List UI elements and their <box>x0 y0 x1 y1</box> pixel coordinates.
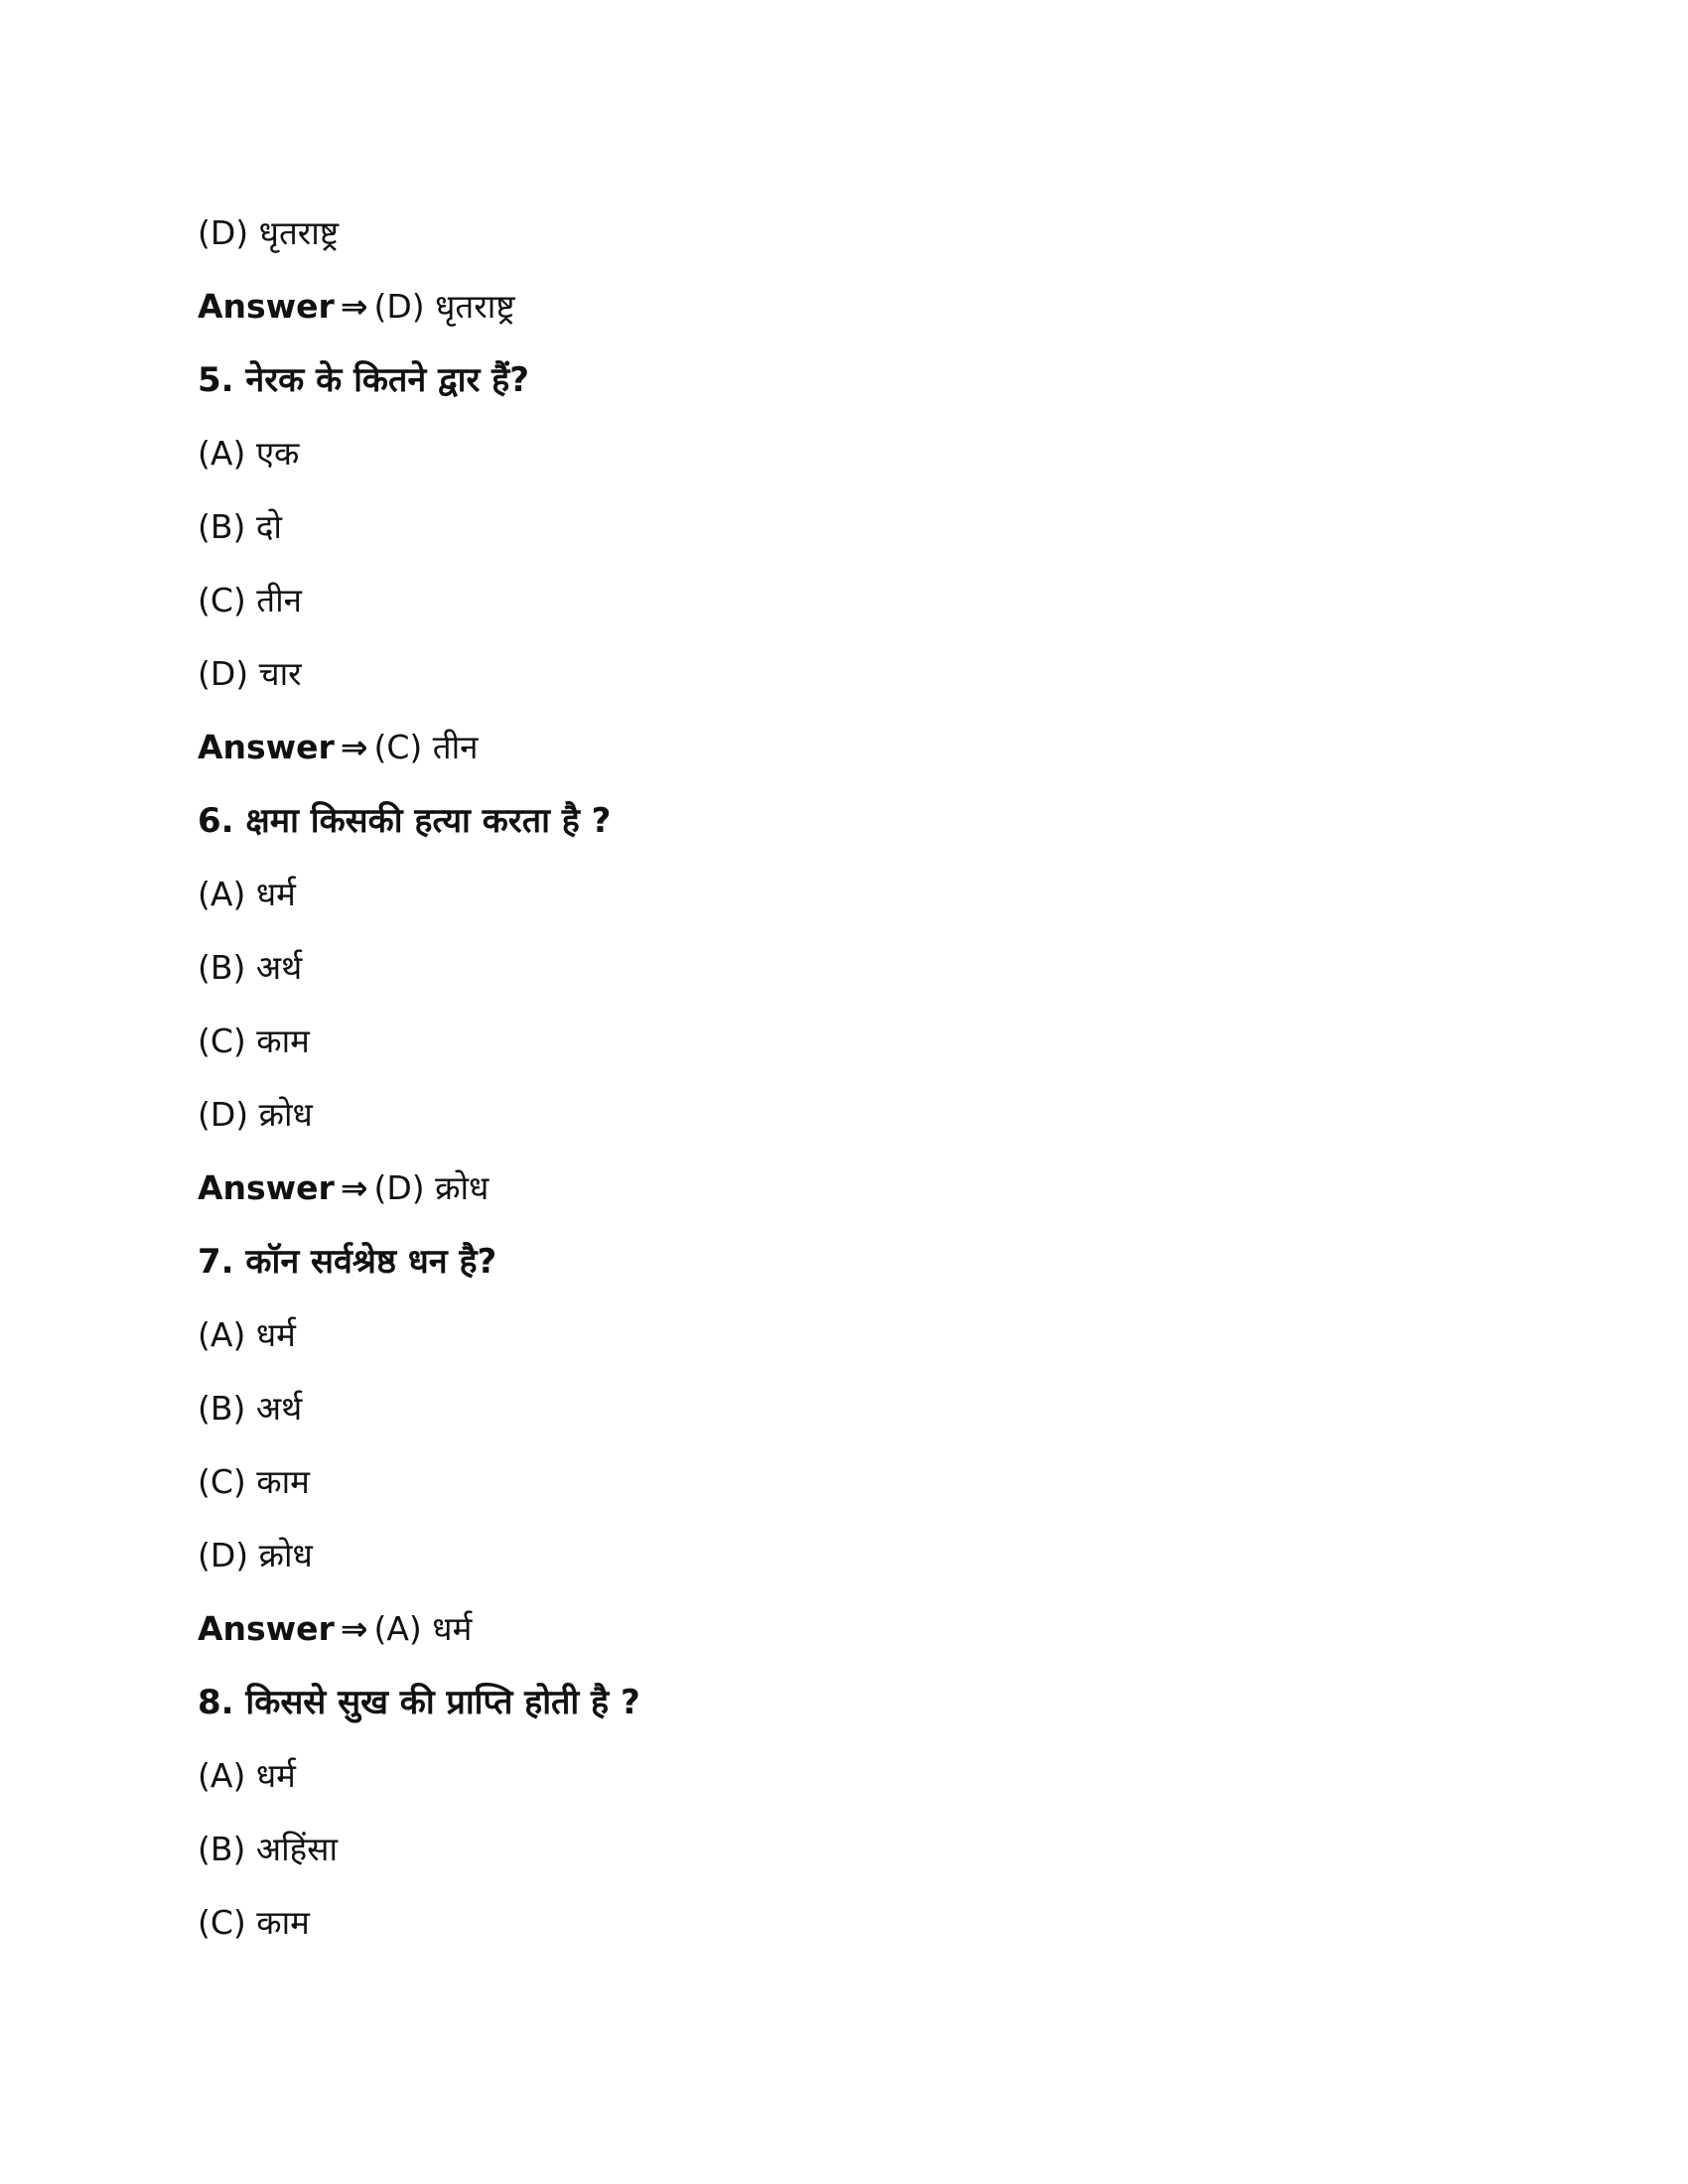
question-6 <box>198 784 1488 858</box>
q7-option-a <box>198 1298 1488 1372</box>
arrow-icon: ⇒ <box>340 1168 368 1207</box>
answer-value: (D) धृतराष्ट्र <box>373 287 515 326</box>
q5-option-d <box>198 637 1488 711</box>
answer-line-q6 <box>198 1152 1488 1225</box>
question-text: 6. क्षमा किसकी हत्या करता है ? <box>198 801 612 841</box>
question-8 <box>198 1666 1488 1739</box>
option-text: (C) तीन <box>198 581 302 619</box>
q5-option-a <box>198 417 1488 490</box>
answer-line-q7 <box>198 1592 1488 1666</box>
arrow-icon: ⇒ <box>340 287 368 326</box>
quiz-content <box>198 197 1488 1960</box>
answer-label: Answer <box>198 1609 335 1648</box>
answer-label: Answer <box>198 1168 335 1207</box>
q6-option-d <box>198 1078 1488 1152</box>
option-text: (B) दो <box>198 507 282 546</box>
answer-line-q4 <box>198 270 1488 343</box>
answer-label: Answer <box>198 287 335 326</box>
answer-label: Answer <box>198 728 335 766</box>
option-text: (C) काम <box>198 1462 310 1501</box>
q5-option-c <box>198 564 1488 637</box>
option-text: (B) अर्थ <box>198 948 303 987</box>
question-text: 8. किससे सुख की प्राप्ति होती है ? <box>198 1683 640 1722</box>
answer-value: (C) तीन <box>373 728 479 766</box>
q7-option-b <box>198 1372 1488 1445</box>
q7-option-d <box>198 1519 1488 1592</box>
q7-option-c <box>198 1445 1488 1519</box>
option-text: (C) काम <box>198 1022 310 1060</box>
option-text: (A) धर्म <box>198 1756 296 1795</box>
option-text: (B) अहिंसा <box>198 1830 339 1868</box>
arrow-icon: ⇒ <box>340 728 368 766</box>
option-text: (B) अर्थ <box>198 1389 303 1428</box>
q8-option-b <box>198 1813 1488 1886</box>
q8-option-c <box>198 1886 1488 1960</box>
question-text: 7. कॉन सर्वश्रेष्ठ धन है? <box>198 1242 497 1282</box>
option-text: (A) धर्म <box>198 1315 296 1354</box>
question-7 <box>198 1225 1488 1298</box>
arrow-icon: ⇒ <box>340 1609 368 1648</box>
answer-value: (A) धर्म <box>373 1609 473 1648</box>
option-text: (D) चार <box>198 654 302 693</box>
question-5 <box>198 343 1488 417</box>
option-text: (C) काम <box>198 1903 310 1942</box>
q8-option-a <box>198 1739 1488 1813</box>
q6-option-c <box>198 1005 1488 1078</box>
answer-value: (D) क्रोध <box>373 1168 490 1207</box>
option-text: (D) क्रोध <box>198 1095 313 1134</box>
q6-option-a <box>198 858 1488 931</box>
option-text: (A) धर्म <box>198 875 296 913</box>
q5-option-b <box>198 490 1488 564</box>
option-text: (D) धृतराष्ट्र <box>198 213 340 252</box>
option-d-prev <box>198 197 1488 270</box>
question-text: 5. नेरक के कितने द्वार हैं? <box>198 360 529 400</box>
option-text: (A) एक <box>198 434 300 473</box>
option-text: (D) क्रोध <box>198 1536 313 1574</box>
q6-option-b <box>198 931 1488 1005</box>
answer-line-q5 <box>198 711 1488 784</box>
